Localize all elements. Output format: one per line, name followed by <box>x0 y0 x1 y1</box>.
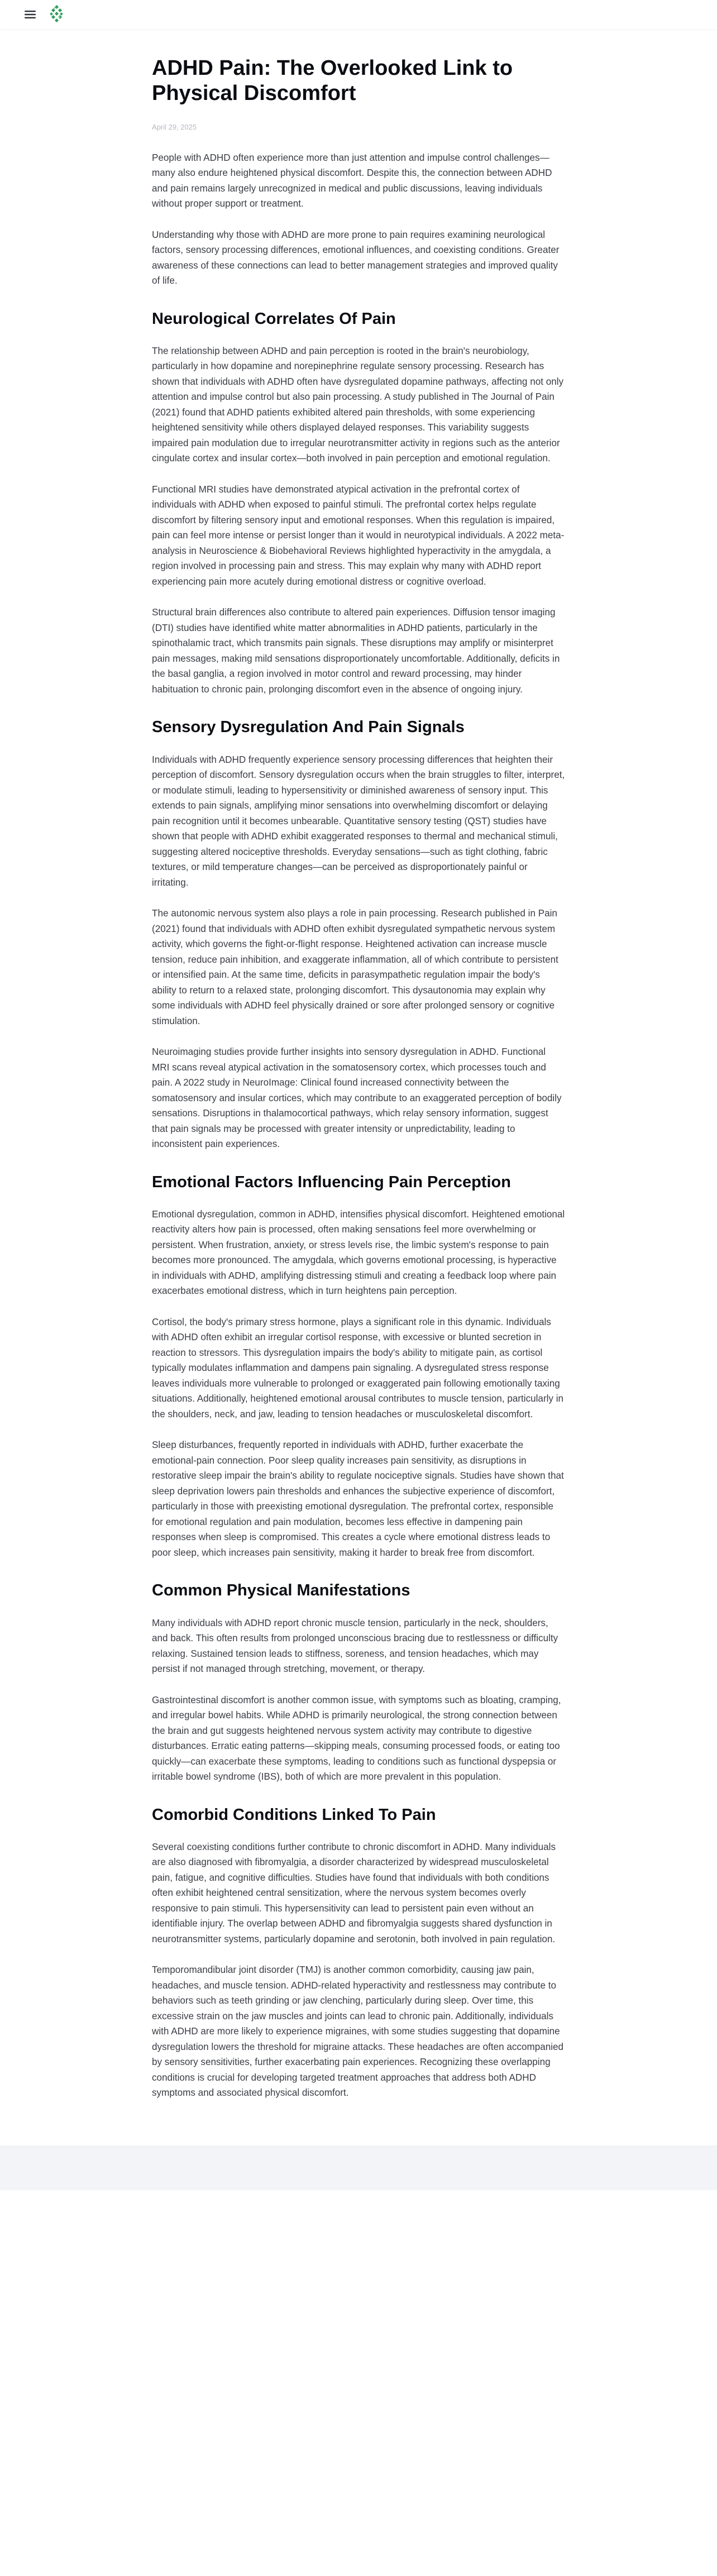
page-footer <box>0 2145 717 2190</box>
body-paragraph: Functional MRI studies have demonstrated atypical activation in the prefrontal cortex of individuals with ADHD when exposed to painful stimuli. The prefrontal cortex helps regulate discomfort by filtering sensory input and emotional responses. When this regulation is impaired, pain can feel more intense or persist longer than it would in neurotypical individuals. A 2022 meta-analysis in Neuroscience & Biobehavioral Reviews highlighted hyperactivity in the amygdala, a region involved in processing pain and stress. This may explain why many with ADHD report experiencing pain more acutely during emotional distress or cognitive overload. <box>152 484 565 587</box>
article <box>152 29 565 2101</box>
section-heading-emotional: Emotional Factors Influencing Pain Perception <box>152 1173 511 1191</box>
hamburger-menu-icon-graphic <box>25 11 36 18</box>
top-bar <box>0 0 717 29</box>
post-date: April 29, 2025 <box>152 122 197 131</box>
body-paragraph: The autonomic nervous system also plays a role in pain processing. Research published in Pain (2021) found that individuals with ADHD often exhibit dysregulated sympathetic nervous system activity, which governs the fight-or-flight response. Heightened activation can increase muscle tension, reduce pain inhibition, and exaggerate inflammation, all of which contribute to persistent or intensified pain. At the same time, deficits in parasympathetic regulation impair the body's ability to return to a relaxed state, prolonging discomfort. This dysautonomia may explain why some individuals with ADHD feel physically drained or sore after prolonged sensory or cognitive stimulation. <box>152 908 558 1026</box>
intro-paragraph: Understanding why those with ADHD are more prone to pain requires examining neurological factors, sensory processing differences, emotional influences, and coexisting conditions. Greater awareness of these connections can lead to better management strategies and improved quality of life. <box>152 229 560 286</box>
body-paragraph: Temporomandibular joint disorder (TMJ) is another common comorbidity, causing jaw pain, headaches, and muscle tension. ADHD-related hyperactivity and restlessness may contribute to behaviors such as teeth grinding or jaw clenching, particularly during sleep. Over time, this excessive strain on the jaw muscles and joints can lead to chronic pain. Additionally, individuals with ADHD are more likely to experience migraines, with some studies suggesting that dopamine dysregulation lowers the threshold for migraine attacks. These headaches are often accompanied by sensory sensitivities, further exacerbating pain experiences. Recognizing these overlapping conditions is crucial for developing targeted treatment approaches that address both ADHD symptoms and associated physical discomfort. <box>152 1965 564 2099</box>
section-heading-comorbid: Comorbid Conditions Linked To Pain <box>152 1805 436 1824</box>
body-paragraph: Individuals with ADHD frequently experience sensory processing differences that heighten their perception of discomfort. Sensory dysregulation occurs when the brain struggles to filter, interpret, or modulate stimuli, leading to hypersensitivity or diminished awareness of sensory input. This extends to pain signals, amplifying minor sensations into overwhelming discomfort or delaying pain recognition until it becomes unbearable. Quantitative sensory testing (QST) studies have shown that people with ADHD exhibit exaggerated responses to thermal and mechanical stimuli, suggesting altered nociceptive thresholds. Everyday sensations—such as tight clothing, fabric textures, or mild temperature changes—can be perceived as disproportionately painful or irritating. <box>152 754 565 888</box>
section-heading-physical: Common Physical Manifestations <box>152 1581 410 1600</box>
body-paragraph: The relationship between ADHD and pain perception is rooted in the brain's neurobiology, particularly in how dopamine and norepinephrine regulate sensory processing. Research has shown that individuals with ADHD often have dysregulated dopamine pathways, affecting not only attention and impulse control but also pain processing. A study published in The Journal of Pain (2021) found that ADHD patients exhibited altered pain thresholds, with some experiencing heightened sensitivity while others displayed delayed responses. This variability suggests impaired pain modulation due to irregular neurotransmitter activity in regions such as the anterior cingulate cortex and insular cortex—both involved in pain perception and emotional regulation. <box>152 345 564 464</box>
hamburger-menu-icon[interactable] <box>25 11 36 18</box>
body-paragraph: Neuroimaging studies provide further insights into sensory dysregulation in ADHD. Functional MRI scans reveal atypical activation in the somatosensory cortex, which processes touch and pain. A 2022 study in NeuroImage: Clinical found increased connectivity between the somatosensory and insular cortices, which may contribute to an exaggerated perception of bodily sensations. Disruptions in thalamocortical pathways, which relay sensory information, suggest that pain signals may be processed with greater intensity or unpredictability, leading to inconsistent pain experiences. <box>152 1046 562 1150</box>
section-heading-neurological: Neurological Correlates Of Pain <box>152 309 396 328</box>
body-paragraph: Cortisol, the body's primary stress hormone, plays a significant role in this dynamic. Individuals with ADHD often exhibit an irregular cortisol response, with excessive or blunted secretion in reaction to stressors. This dysregulation impairs the body's ability to mitigate pain, as cortisol typically modulates inflammation and dampens pain signaling. A dysregulated stress response leaves individuals more vulnerable to prolonged or exaggerated pain following emotionally taxing situations. Additionally, heightened emotional arousal contributes to muscle tension, particularly in the shoulders, neck, and jaw, leading to tension headaches or musculoskeletal discomfort. <box>152 1316 564 1420</box>
body-paragraph: Sleep disturbances, frequently reported in individuals with ADHD, further exacerbate the emotional-pain connection. Poor sleep quality increases pain sensitivity, as disruptions in restorative sleep impair the brain's ability to regulate nociceptive signals. Studies have shown that sleep deprivation lowers pain thresholds and enhances the subjective experience of discomfort, particularly in those with preexisting emotional dysregulation. The prefrontal cortex, responsible for emotional regulation and pain modulation, becomes less effective in dampening pain responses when sleep is compromised. This creates a cycle where emotional distress leads to poor sleep, which increases pain sensitivity, making it harder to break free from discomfort. <box>152 1440 564 1558</box>
body-paragraph: Many individuals with ADHD report chronic muscle tension, particularly in the neck, shoulders, and back. This often results from prolonged unconscious bracing due to restlessness or difficulty relaxing. Sustained tension leads to stiffness, soreness, and tension headaches, which may persist if not managed through stretching, movement, or therapy. <box>152 1617 558 1675</box>
body-paragraph: Several coexisting conditions further contribute to chronic discomfort in ADHD. Many individuals are also diagnosed with fibromyalgia, a disorder characterized by widespread musculoskeletal pain, fatigue, and cognitive difficulties. Studies have found that individuals with both conditions often exhibit heightened central sensitization, where the nervous system becomes overly responsive to pain stimuli. This hypersensitivity can lead to persistent pain even without an identifiable injury. The overlap between ADHD and fibromyalgia suggests shared dysfunction in neurotransmitter systems, particularly dopamine and serotonin, both involved in pain regulation. <box>152 1841 556 1944</box>
green-diamond-grid-logo-icon <box>49 5 64 24</box>
body-paragraph: Gastrointestinal discomfort is another common issue, with symptoms such as bloating, cramping, and irregular bowel habits. While ADHD is primarily neurological, the strong connection between the brain and gut suggests heightened nervous system activity may contribute to digestive disturbances. Erratic eating patterns—skipping meals, consuming processed foods, or eating too quickly—can exacerbate these symptoms, leading to conditions such as functional dyspepsia or irritable bowel syndrome (IBS), both of which are more prevalent in this population. <box>152 1694 561 1782</box>
body-paragraph: Emotional dysregulation, common in ADHD, intensifies physical discomfort. Heightened emotional reactivity alters how pain is processed, often making sensations feel more overwhelming or persistent. When frustration, anxiety, or stress levels rise, the limbic system's response to pain becomes more pronounced. The amygdala, which governs emotional processing, is hyperactive in individuals with ADHD, amplifying distressing stimuli and creating a feedback loop where pain exacerbates emotional distress, which in turn heightens pain perception. <box>152 1208 565 1297</box>
intro-paragraph: People with ADHD often experience more than just attention and impulse control challenges—many also endure heightened physical discomfort. Despite this, the connection between ADHD and pain remains largely unrecognized in medical and public discussions, leaving individuals without proper support or treatment. <box>152 152 552 209</box>
site-logo-icon[interactable] <box>49 5 64 24</box>
section-heading-sensory: Sensory Dysregulation And Pain Signals <box>152 718 465 737</box>
body-paragraph: Structural brain differences also contribute to altered pain experiences. Diffusion tensor imaging (DTI) studies have identified white matter abnormalities in ADHD patients, particularly in the spinothalamic tract, which transmits pain signals. These disruptions may amplify or misinterpret pain messages, making mild sensations disproportionately uncomfortable. Additionally, deficits in the basal ganglia, a region involved in motor control and reward processing, may hinder habituation to chronic pain, prolonging discomfort even in the absence of ongoing injury. <box>152 607 560 695</box>
article-title: ADHD Pain: The Overlooked Link to Physical Discomfort <box>152 56 513 105</box>
